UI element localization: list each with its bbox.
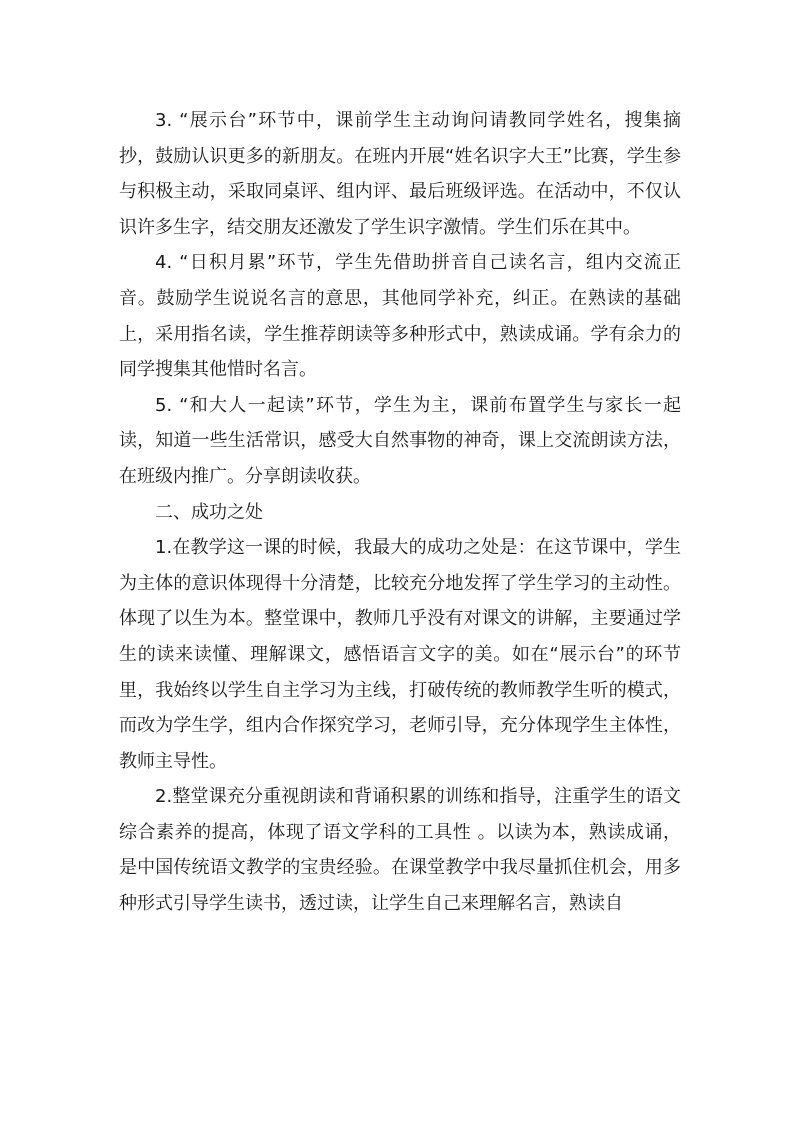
paragraph-display-stage: 3. “展示台”环节中，课前学生主动询问请教同学姓名，搜集摘抄，鼓励认识更多的新朋友。在班内开展“姓名识字大王”比赛，学生参与积极主动，采取同桌评、组内评、最后班级评选。在活动中，不仅认识许多生字，结交朋友还激发了学生识字激情。学生们乐在其中。 bbox=[119, 110, 681, 238]
paragraph-success-2: 2.整堂课充分重视朗读和背诵积累的训练和指导，注重学生的语文综合素养的提高，体现了语文学科的工具性 。以读为本，熟读成诵，是中国传统语文教学的宝贵经验。在课堂教学中我尽量抓住机会，用多种形式引导学生读书，透过读，让学生自己来理解名言，熟读自 bbox=[119, 786, 681, 915]
section-heading: 二、成功之处 bbox=[155, 501, 263, 523]
paragraph-daily-accumulation: 4. “日积月累”环节，学生先借助拼音自己读名言，组内交流正音。鼓励学生说说名言的意思，其他同学补充，纠正。在熟读的基础上，采用指名读，学生推荐朗读等多种形式中，熟读成诵。学有余力的同学搜集其他惜时名言。 bbox=[119, 252, 681, 381]
paragraph-success-1: 1.在教学这一课的时候，我最大的成功之处是：在这节课中，学生为主体的意识体现得十分清楚，比较充分地发挥了学生学习的主动性。体现了以生为本。整堂课中，教师几乎没有对课文的讲解，主要通过学生的读来读懂、理解课文，感悟语言文字的美。如在“展示台”的环节里，我始终以学生自主学习为主线，打破传统的教师教学生听的模式，而改为学生学，组内合作探究学习，老师引导，充分体现学生主体性，教师主导性。 bbox=[119, 537, 681, 772]
paragraph-read-with-adults: 5. “和大人一起读”环节，学生为主，课前布置学生与家长一起读，知道一些生活常识，感受大自然事物的神奇，课上交流朗读方法，在班级内推广。分享朗读收获。 bbox=[119, 394, 681, 487]
document-body bbox=[119, 103, 681, 922]
